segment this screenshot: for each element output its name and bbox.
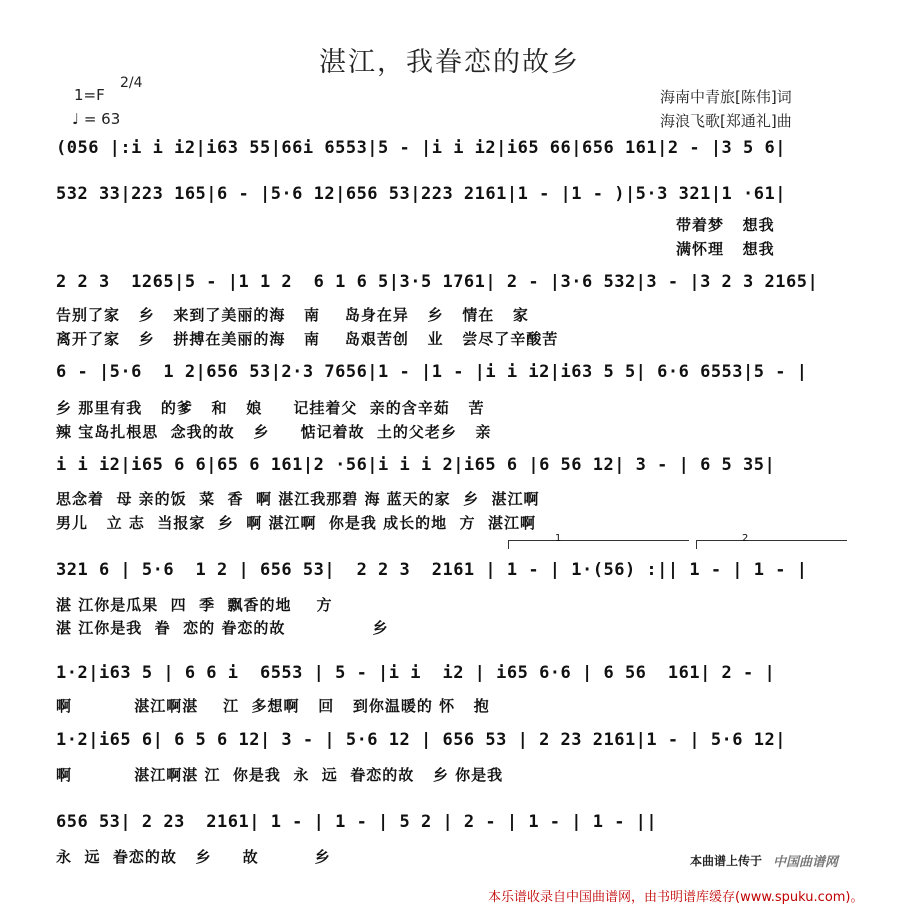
lyric-line: 告别了家 乡 来到了美丽的海 南 岛身在异 乡 情在 家 bbox=[56, 306, 529, 324]
lyric-line: 永 远 眷恋的故 乡 故 乡 bbox=[56, 848, 331, 866]
score-system-3: 2 2 3 1265|5 - |1 1 2 6 1 6 5|3·5 1761| 2 - |3·6 532|3 - |3 2 3 2165| bbox=[56, 272, 819, 292]
lyric-line: 带着梦 想我 bbox=[676, 216, 775, 234]
score-system-1: (056 |:i i i2|i63 55|66i 6553|5 - |i i i2|i65 66|656 161|2 - |3 5 6| bbox=[56, 138, 786, 158]
lyric-line: 湛 江你是我 眷 恋的 眷恋的故 乡 bbox=[56, 619, 389, 637]
page-title: 湛江，我眷恋的故乡 bbox=[319, 47, 580, 78]
lyric-line: 啊 湛江啊湛 江 多想啊 回 到你温暖的 怀 抱 bbox=[56, 697, 490, 715]
tempo-marking: ♩ = 63 bbox=[72, 110, 121, 128]
lyric-line: 思念着 母 亲的饭 菜 香 啊 湛江我那碧 海 蓝天的家 乡 湛江啊 bbox=[56, 490, 540, 508]
lyric-line: 满怀理 想我 bbox=[676, 240, 775, 258]
lyric-line: 辣 宝岛扎根思 念我的故 乡 惦记着故 土的父老乡 亲 bbox=[56, 423, 492, 441]
lyricist-credit: 海南中青旅[陈伟]词 bbox=[660, 88, 792, 106]
score-system-2: 532 33|223 165|6 - |5·6 12|656 53|223 2161|1 - |1 - )|5·3 321|1 ·61| bbox=[56, 184, 786, 204]
composer-credit: 海浪飞歌[郑通礼]曲 bbox=[660, 112, 792, 130]
score-system-6: 321 6 | 5·6 1 2 | 656 53| 2 2 3 2161 | 1 - | 1·(56) :|| 1 - | 1 - | bbox=[56, 560, 808, 580]
lyric-line: 离开了家 乡 拼搏在美丽的海 南 岛艰苦创 业 尝尽了辛酸苦 bbox=[56, 330, 559, 348]
time-signature: 2/4 bbox=[120, 75, 143, 91]
lyric-line: 男儿 立 志 当报家 乡 啊 湛江啊 你是我 成长的地 方 湛江啊 bbox=[56, 514, 537, 532]
volta-bracket-2 bbox=[696, 540, 847, 549]
volta-bracket-1 bbox=[508, 540, 689, 549]
key-signature: 1=F bbox=[74, 86, 105, 104]
score-system-9: 656 53| 2 23 2161| 1 - | 1 - | 5 2 | 2 - | 1 - | 1 - || bbox=[56, 812, 658, 832]
upload-notice: 本曲谱上传于 bbox=[690, 854, 763, 868]
score-system-7: 1·2|i63 5 | 6 6 i 6553 | 5 - |i i i2 | i65 6·6 | 6 56 161| 2 - | bbox=[56, 663, 776, 683]
lyric-line: 湛 江你是瓜果 四 季 飘香的地 方 bbox=[56, 596, 333, 614]
volta-number: 1 bbox=[555, 533, 562, 544]
score-system-4: 6 - |5·6 1 2|656 53|2·3 7656|1 - |1 - |i i i2|i63 5 5| 6·6 6553|5 - | bbox=[56, 362, 808, 382]
score-system-5: i i i2|i65 6 6|65 6 161|2 ·56|i i i 2|i65 6 |6 56 12| 3 - | 6 5 35| bbox=[56, 455, 776, 475]
site-logo: 中国曲谱网 bbox=[773, 855, 839, 870]
lyric-line: 啊 湛江啊湛 江 你是我 永 远 眷恋的故 乡 你是我 bbox=[56, 766, 504, 784]
source-notice: 本乐谱收录自中国曲谱网，由书明谱库缓存(www.spuku.com)。 bbox=[488, 890, 864, 905]
score-system-8: 1·2|i65 6| 6 5 6 12| 3 - | 5·6 12 | 656 53 | 2 23 2161|1 - | 5·6 12| bbox=[56, 730, 786, 750]
volta-number: 2 bbox=[742, 533, 749, 544]
lyric-line: 乡 那里有我 的爹 和 娘 记挂着父 亲的含辛茹 苦 bbox=[56, 399, 485, 417]
